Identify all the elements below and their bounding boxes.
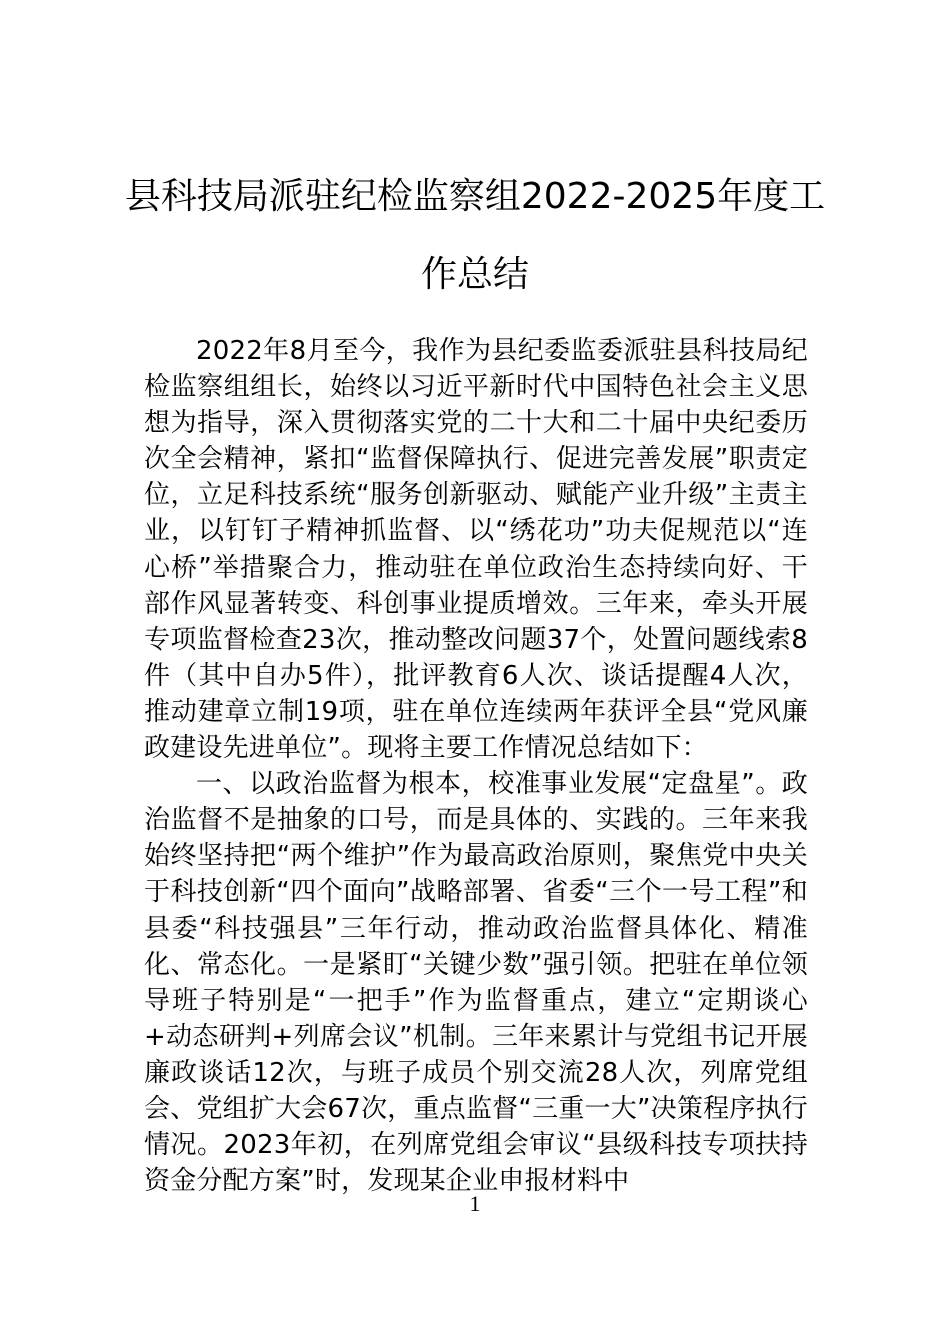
document-title (100, 158, 850, 314)
paragraph-section-one: 一、以政治监督为根本，校准事业发展“定盘星”。政治监督不是抽象的口号，而是具体的、实践的。三年来我始终坚持把“两个维护”作为最高政治原则，聚焦党中央关于科技创新“四个面向”战略部署、省委“三个一号工程”和县委“科技强县”三年行动，推动政治监督具体化、精准化、常态化。一是紧盯“关键少数”强引领。把驻在单位领导班子特别是“一把手”作为监督重点，建立“定期谈心+动态研判+列席会议”机制。三年来累计与党组书记开展廉政谈话12次，与班子成员个别交流28人次，列席党组会、党组扩大会67次，重点监督“三重一大”决策程序执行情况。2023年初，在列席党组会审议“县级科技专项扶持资金分配方案”时，发现某企业申报材料中 (144, 769, 808, 1197)
page-number: 1 (469, 1191, 481, 1216)
title-line-1: 县科技局派驻纪检监察组2022-2025年度工 (124, 176, 826, 217)
document-body (144, 333, 808, 1199)
paragraph-intro: 2022年8月至今，我作为县纪委监委派驻县科技局纪检监察组组长，始终以习近平新时代中国特色社会主义思想为指导，深入贯彻落实党的二十大和二十届中央纪委历次全会精神，紧扣“监督保障执行、促进完善发展”职责定位，立足科技系统“服务创新驱动、赋能产业升级”主责主业，以钉钉子精神抓监督、以“绣花功”功夫促规范以“连心桥”举措聚合力，推动驻在单位政治生态持续向好、干部作风显著转变、科创事业提质增效。三年来，牵头开展专项监督检查23次，推动整改问题37个，处置问题线索8件（其中自办5件），批评教育6人次、谈话提醒4人次，推动建章立制19项，驻在单位连续两年获评全县“党风廉政建设先进单位”。现将主要工作情况总结如下： (144, 336, 808, 764)
title-line-2: 作总结 (420, 254, 529, 295)
